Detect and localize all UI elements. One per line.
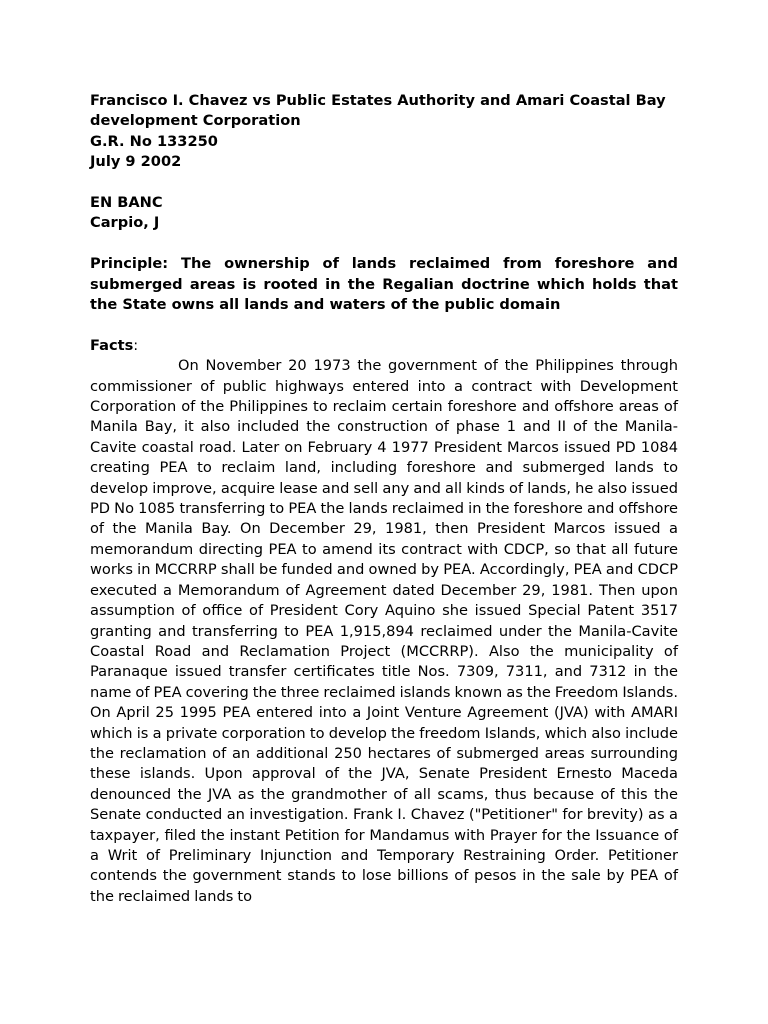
court-info: [90, 193, 678, 234]
facts-label: Facts: [90, 336, 134, 354]
ponente: Carpio, J: [90, 214, 160, 232]
case-heading: [90, 91, 678, 173]
case-gr-number: G.R. No 133250: [90, 132, 218, 150]
facts-colon: :: [133, 336, 139, 354]
court-name: EN BANC: [90, 194, 163, 212]
case-date: July 9 2002: [90, 153, 182, 171]
case-title: Francisco I. Chavez vs Public Estates Authority and Amari Coastal Bay development Corporation: [90, 92, 666, 130]
facts-paragraph: On November 20 1973 the government of the Philippines through commissioner of public highways entered into a contract with Development Corporation of the Philippines to reclaim certain foreshore and offshore areas of Manila Bay, it also included the construction of phase 1 and II of the Manila-Cavite coastal road. Later on February 4 1977 President Marcos issued PD 1084 creating PEA to reclaim land, including foreshore and submerged lands to develop improve, acquire lease and sell any and all kinds of lands, he also issued PD No 1085 transferring to PEA the lands reclaimed in the foreshore and offshore of the Manila Bay. On December 29, 1981, then President Marcos issued a memorandum directing PEA to amend its contract with CDCP, so that all future works in MCCRRP shall be funded and owned by PEA. Accordingly, PEA and CDCP executed a Memorandum of Agreement dated December 29, 1981. Then upon assumption of office of President Cory Aquino she issued Special Patent 3517 granting and transferring to PEA 1,915,894 reclaimed under the Manila-Cavite Coastal Road and Reclamation Project (MCCRRP). Also the municipality of Paranaque issued transfer certificates title Nos. 7309, 7311, and 7312 in the name of PEA covering the three reclaimed islands known as the Freedom Islands. On April 25 1995 PEA entered into a Joint Venture Agreement (JVA) with AMARI which is a private corporation to develop the freedom Islands, which also include the reclamation of an additional 250 hectares of submerged areas surrounding these islands. Upon approval of the JVA, Senate President Ernesto Maceda denounced the JVA as the grandmother of all scams, thus because of this the Senate conducted an investigation. Frank I. Chavez ("Petitioner" for brevity) as a taxpayer, filed the instant Petition for Mandamus with Prayer for the Issuance of a Writ of Preliminary Injunction and Temporary Restraining Order. Petitioner contends the government stands to lose billions of pesos in the sale by PEA of the reclaimed lands to: [90, 357, 678, 905]
principle-paragraph: Principle: The ownership of lands reclaimed from foreshore and submerged areas is rooted in the Regalian doctrine which holds that the State owns all lands and waters of the public domain: [90, 255, 678, 314]
document-page: [90, 91, 678, 907]
facts-heading: [90, 336, 678, 356]
